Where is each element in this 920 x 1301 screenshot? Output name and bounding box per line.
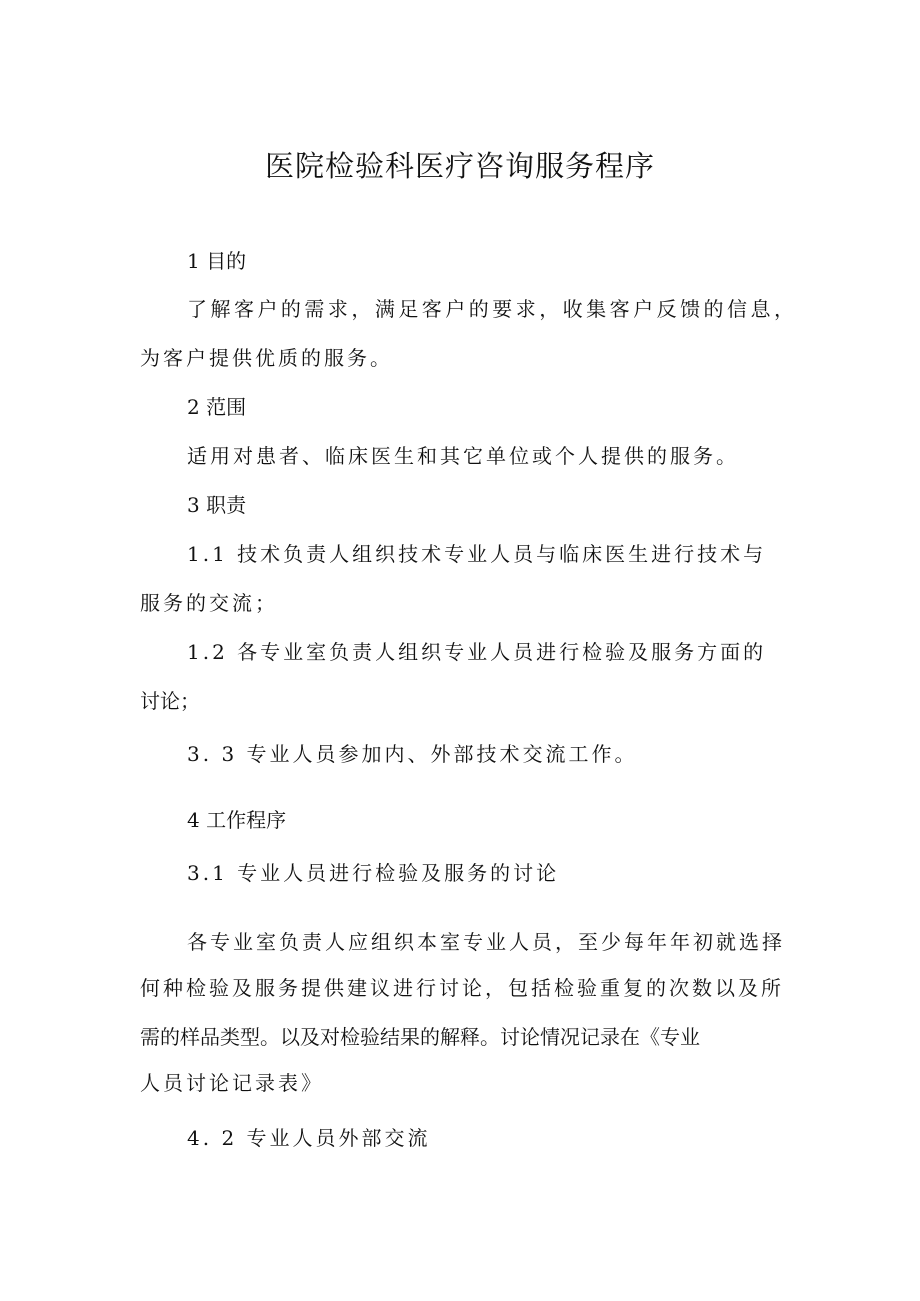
section-heading-responsibilities: 3 职责 bbox=[187, 493, 247, 517]
procedure-paragraph-line-4: 人员讨论记录表》 bbox=[140, 1071, 324, 1095]
procedure-paragraph-line-1: 各专业室负责人应组织本室专业人员，至少每年年初就选择 bbox=[187, 930, 785, 954]
document-title: 医院检验科医疗咨询服务程序 bbox=[264, 149, 655, 183]
purpose-text-line-1: 了解客户的需求，满足客户的要求，收集客户反馈的信息， bbox=[187, 297, 797, 321]
section-heading-purpose: 1 目的 bbox=[187, 249, 247, 273]
purpose-text-line-2: 为客户提供优质的服务。 bbox=[140, 346, 393, 370]
procedure-3-1-heading: 3.1 专业人员进行检验及服务的讨论 bbox=[187, 861, 560, 885]
responsibility-1-1-line-2: 服务的交流； bbox=[140, 591, 278, 615]
responsibility-1-2-line-1: 1.2 各专业室负责人组织专业人员进行检验及服务方面的 bbox=[187, 640, 767, 664]
responsibility-3-3: 3. 3 专业人员参加内、外部技术交流工作。 bbox=[187, 742, 638, 766]
procedure-paragraph-line-2: 何种检验及服务提供建议进行讨论，包括检验重复的次数以及所 bbox=[140, 976, 784, 1000]
scope-text: 适用对患者、临床医生和其它单位或个人提供的服务。 bbox=[187, 444, 739, 468]
responsibility-1-2-line-2: 讨论； bbox=[140, 689, 200, 713]
procedure-paragraph-line-3: 需的样品类型。以及对检验结果的解释。讨论情况记录在《专业 bbox=[140, 1025, 700, 1049]
procedure-4-2-heading: 4. 2 专业人员外部交流 bbox=[187, 1126, 431, 1150]
responsibility-1-1-line-1: 1.1 技术负责人组织技术专业人员与临床医生进行技术与 bbox=[187, 542, 767, 566]
section-heading-procedure: 4 工作程序 bbox=[187, 808, 287, 832]
section-heading-scope: 2 范围 bbox=[187, 395, 247, 419]
